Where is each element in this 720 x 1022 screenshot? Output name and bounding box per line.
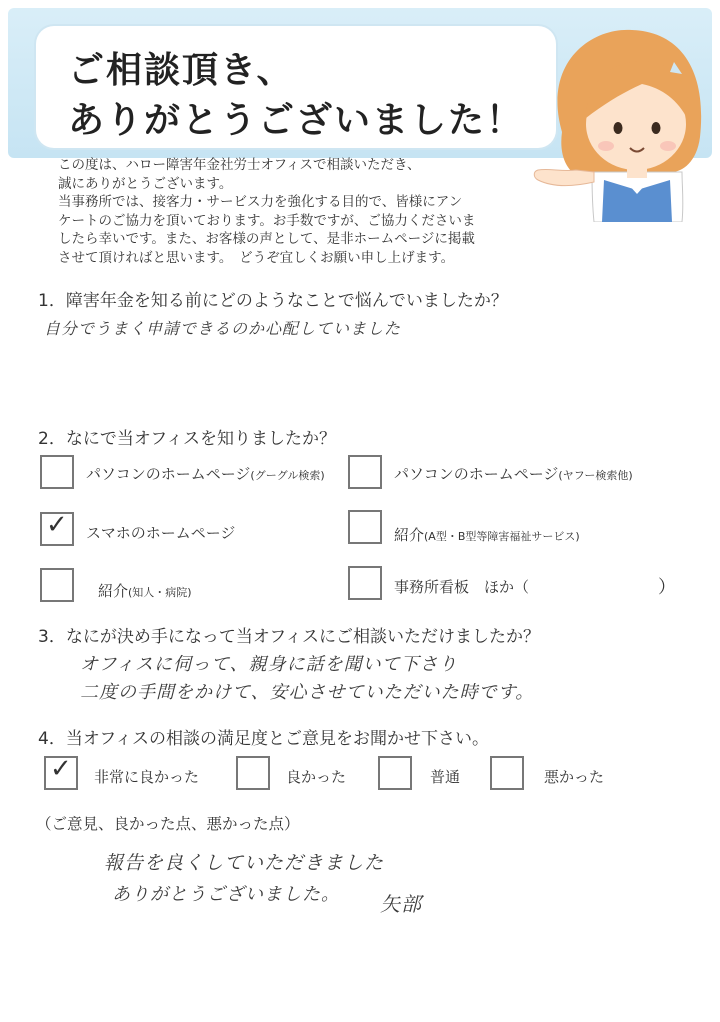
- checkbox-very-good[interactable]: [44, 756, 78, 790]
- option-label: 紹介: [394, 526, 425, 544]
- check-mark-icon: ✓: [50, 754, 72, 784]
- intro-line: ケートのご協力を頂いております。お手数ですが、ご協力くださいま: [58, 212, 476, 229]
- question-1: 1．障害年金を知る前にどのようなことで悩んでいましたか？: [38, 291, 508, 311]
- question-2: 2．なにで当オフィスを知りましたか？: [38, 429, 336, 449]
- checkbox-office-sign[interactable]: [348, 566, 382, 600]
- remarks-line1[interactable]: 報告を良くしていただきました: [104, 852, 385, 874]
- option-label: 紹介: [98, 582, 129, 600]
- page-title-line1: ご相談頂き、: [68, 50, 295, 91]
- intro-line: したら幸いです。また、お客様の声として、是非ホームページに掲載: [58, 231, 475, 248]
- option-average: 普通: [430, 768, 461, 786]
- option-smartphone-homepage: [86, 522, 235, 543]
- option-sub: (知人・病院): [128, 586, 192, 599]
- intro-line: 誠にありがとうございます。: [58, 175, 233, 192]
- mascot-illustration: [532, 22, 712, 222]
- option-sub: (グーグル検索): [250, 469, 325, 482]
- option-very-good: 非常に良かった: [94, 768, 200, 786]
- option-referral-acquaintance: [98, 580, 192, 601]
- option-label: パソコンのホームページ: [86, 465, 251, 483]
- option-sub: (ヤフー検索他): [558, 469, 633, 482]
- answer-3-line2[interactable]: 二度の手間をかけて、安心させていただいた時です。: [80, 682, 535, 703]
- checkbox-pc-google[interactable]: [40, 455, 74, 489]
- option-label: スマホのホームページ: [86, 524, 236, 542]
- option-other-close-paren: ）: [658, 577, 676, 598]
- intro-text: [58, 156, 538, 268]
- page-title-line2: ありがとうございました！: [68, 100, 525, 141]
- option-pc-google: [86, 463, 325, 484]
- option-pc-yahoo: [394, 463, 633, 484]
- answer-3-line1[interactable]: オフィスに伺って、親身に話を聞いて下さり: [80, 654, 458, 675]
- option-bad: 悪かった: [544, 768, 605, 786]
- intro-line: 当事務所では、接客力・サービス力を強化する目的で、皆様にアン: [58, 194, 463, 211]
- intro-line: させて頂ければと思います。 どうぞ宜しくお願い申し上げます。: [58, 249, 455, 266]
- checkbox-pc-yahoo[interactable]: [348, 455, 382, 489]
- option-good: 良かった: [286, 768, 347, 786]
- checkbox-good[interactable]: [236, 756, 270, 790]
- option-office-sign: [394, 576, 529, 597]
- checkbox-average[interactable]: [378, 756, 412, 790]
- signature: 矢部: [380, 892, 422, 916]
- option-label: パソコンのホームページ: [394, 465, 559, 483]
- option-referral-service: [394, 524, 580, 545]
- checkbox-referral-acquaintance[interactable]: [40, 568, 74, 602]
- question-3: 3．なにが決め手になって当オフィスにご相談いただけましたか？: [38, 627, 540, 647]
- remarks-line2[interactable]: ありがとうございました。: [112, 884, 340, 905]
- option-sub: (A型・B型等障害福祉サービス): [424, 530, 580, 543]
- check-mark-icon: ✓: [46, 510, 68, 540]
- option-label: 事務所看板 ほか（: [394, 578, 530, 596]
- remarks-heading: （ご意見、良かった点、悪かった点）: [36, 815, 300, 833]
- checkbox-smartphone-homepage[interactable]: [40, 512, 74, 546]
- answer-1-handwritten[interactable]: 自分でうまく申請できるのか心配していました: [44, 319, 402, 338]
- checkbox-bad[interactable]: [490, 756, 524, 790]
- question-4: 4．当オフィスの相談の満足度とご意見をお聞かせ下さい。: [38, 729, 489, 749]
- intro-line: この度は、ハロー障害年金社労士オフィスで相談いただき、: [58, 157, 421, 173]
- checkbox-referral-service[interactable]: [348, 510, 382, 544]
